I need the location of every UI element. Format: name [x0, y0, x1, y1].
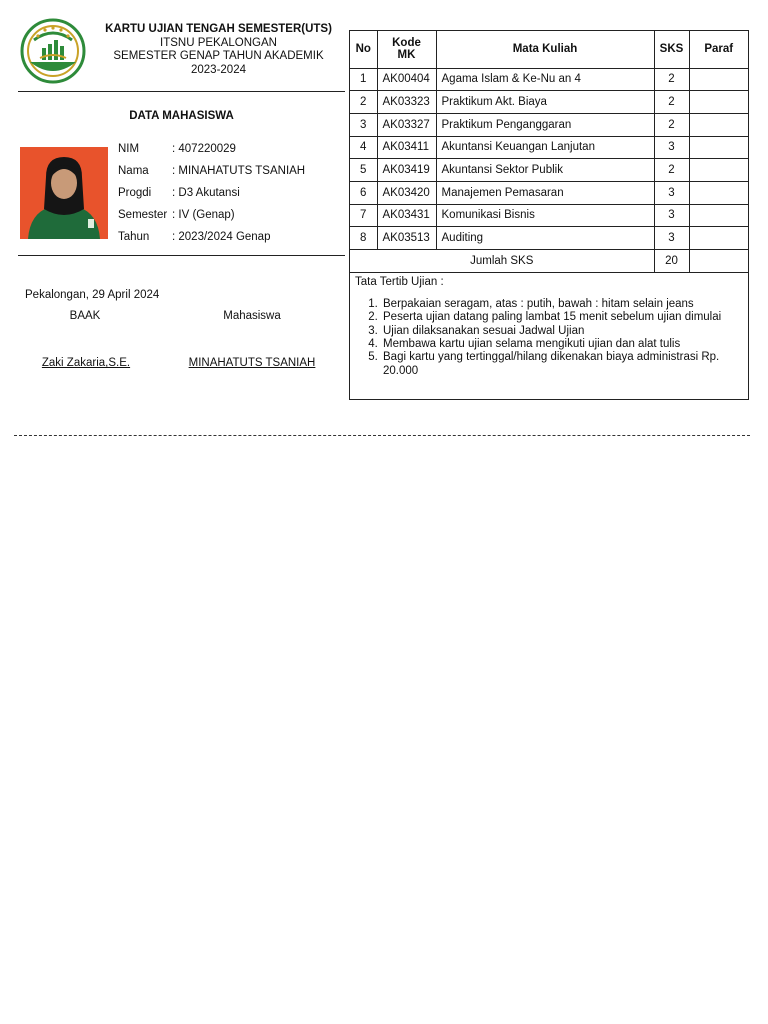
header-sks: SKS: [654, 31, 689, 68]
table-row: [350, 204, 748, 227]
semester-field-label: Semester: [118, 209, 168, 221]
cell-kode: AK03420: [377, 181, 436, 204]
baak-role: BAAK: [69, 310, 101, 322]
header-no: No: [350, 31, 377, 68]
table-row: [350, 181, 748, 204]
cell-mata-kuliah: Manajemen Pemasaran: [436, 181, 654, 204]
student-section-title: DATA MAHASISWA: [129, 110, 234, 122]
course-table: [350, 31, 748, 273]
nim-value: : 407220029: [172, 143, 236, 155]
cell-sks: 2: [654, 68, 689, 91]
cell-sks: 2: [654, 91, 689, 114]
student-role: Mahasiswa: [223, 310, 281, 322]
cell-paraf: [689, 204, 748, 227]
cell-kode: AK03323: [377, 91, 436, 114]
name-label: Nama: [118, 165, 149, 177]
rule-item: 4. Membawa kartu ujian selama mengikuti ujian dan alat tulis: [381, 338, 743, 351]
cell-no: 8: [350, 227, 377, 250]
cell-no: 2: [350, 91, 377, 114]
rule-item: 3. Ujian dilaksanakan sesuai Jadwal Ujian: [381, 325, 743, 338]
cell-mata-kuliah: Praktikum Akt. Biaya: [436, 91, 654, 114]
card-title: KARTU UJIAN TENGAH SEMESTER(UTS): [105, 23, 332, 35]
cell-kode: AK03411: [377, 136, 436, 159]
card-header: [96, 23, 341, 77]
table-row: [350, 113, 748, 136]
table-row: [350, 227, 748, 250]
year-label: Tahun: [118, 231, 150, 243]
cell-kode: AK03431: [377, 204, 436, 227]
cell-sks: 2: [654, 113, 689, 136]
cell-kode: AK00404: [377, 68, 436, 91]
cell-kode: AK03327: [377, 113, 436, 136]
student-signatory-name: MINAHATUTS TSANIAH: [188, 357, 316, 369]
institution-name: ITSNU PEKALONGAN: [160, 36, 277, 49]
cell-mata-kuliah: Agama Islam & Ke-Nu an 4: [436, 68, 654, 91]
semester-label: SEMESTER GENAP TAHUN AKADEMIK: [113, 50, 324, 62]
total-value: 20: [654, 250, 689, 273]
cell-sks: 3: [654, 227, 689, 250]
cell-kode: AK03419: [377, 159, 436, 182]
cell-mata-kuliah: Akuntansi Sektor Publik: [436, 159, 654, 182]
rule-item: 5. Bagi kartu yang tertinggal/hilang dikenakan biaya administrasi Rp. 20.000: [381, 351, 743, 378]
rule-item: 2. Peserta ujian datang paling lambat 15 menit sebelum ujian dimulai: [381, 311, 743, 324]
cell-no: 3: [350, 113, 377, 136]
cell-no: 4: [350, 136, 377, 159]
exam-rules: [350, 273, 748, 378]
course-table-container: [349, 30, 749, 400]
nim-label: NIM: [118, 143, 140, 155]
header-paraf: Paraf: [689, 31, 748, 68]
cell-kode: AK03513: [377, 227, 436, 250]
university-logo-icon: [20, 18, 86, 84]
cell-paraf: [689, 227, 748, 250]
cell-no: 1: [350, 68, 377, 91]
semester-row: [118, 209, 235, 221]
progdi-label: Progdi: [118, 187, 152, 199]
divider: [18, 91, 345, 92]
cell-sks: 2: [654, 159, 689, 182]
cell-paraf: [689, 68, 748, 91]
year-value: : 2023/2024 Genap: [172, 231, 271, 243]
cell-sks: 3: [654, 181, 689, 204]
cell-mata-kuliah: Akuntansi Keuangan Lanjutan: [436, 136, 654, 159]
progdi-value: : D3 Akutansi: [172, 187, 240, 199]
cell-sks: 3: [654, 204, 689, 227]
rules-title: Tata Tertib Ujian :: [355, 275, 444, 288]
cell-no: 6: [350, 181, 377, 204]
cell-mata-kuliah: Auditing: [436, 227, 654, 250]
year-row: [118, 231, 270, 243]
table-row: [350, 159, 748, 182]
rules-list: [355, 298, 743, 378]
cell-no: 5: [350, 159, 377, 182]
place-date: Pekalongan, 29 April 2024: [25, 289, 160, 301]
header-mata-kuliah: Mata Kuliah: [436, 31, 654, 68]
cut-line: [14, 435, 750, 436]
cell-paraf: [689, 181, 748, 204]
name-row: [118, 165, 305, 177]
cell-no: 7: [350, 204, 377, 227]
cell-paraf: [689, 113, 748, 136]
semester-value: : IV (Genap): [172, 209, 235, 221]
header-kode: Kode MK: [377, 31, 436, 68]
name-value: : MINAHATUTS TSANIAH: [172, 165, 306, 177]
divider: [18, 255, 345, 256]
cell-sks: 3: [654, 136, 689, 159]
cell-paraf: [689, 136, 748, 159]
nim-row: [118, 143, 236, 155]
table-header-row: [350, 31, 748, 68]
progdi-row: [118, 187, 240, 199]
cell-mata-kuliah: Praktikum Penganggaran: [436, 113, 654, 136]
cell-paraf: [689, 91, 748, 114]
total-row: [350, 250, 748, 273]
table-row: [350, 68, 748, 91]
table-row: [350, 136, 748, 159]
baak-signatory-name: Zaki Zakaria,S.E.: [41, 357, 131, 369]
table-row: [350, 91, 748, 114]
student-photo: [20, 147, 108, 239]
cell-paraf: [689, 250, 748, 273]
total-label: Jumlah SKS: [350, 250, 654, 273]
academic-year: 2023-2024: [191, 63, 246, 76]
cell-mata-kuliah: Komunikasi Bisnis: [436, 204, 654, 227]
cell-paraf: [689, 159, 748, 182]
rule-item: 1. Berpakaian seragam, atas : putih, bawah : hitam selain jeans: [381, 298, 743, 311]
